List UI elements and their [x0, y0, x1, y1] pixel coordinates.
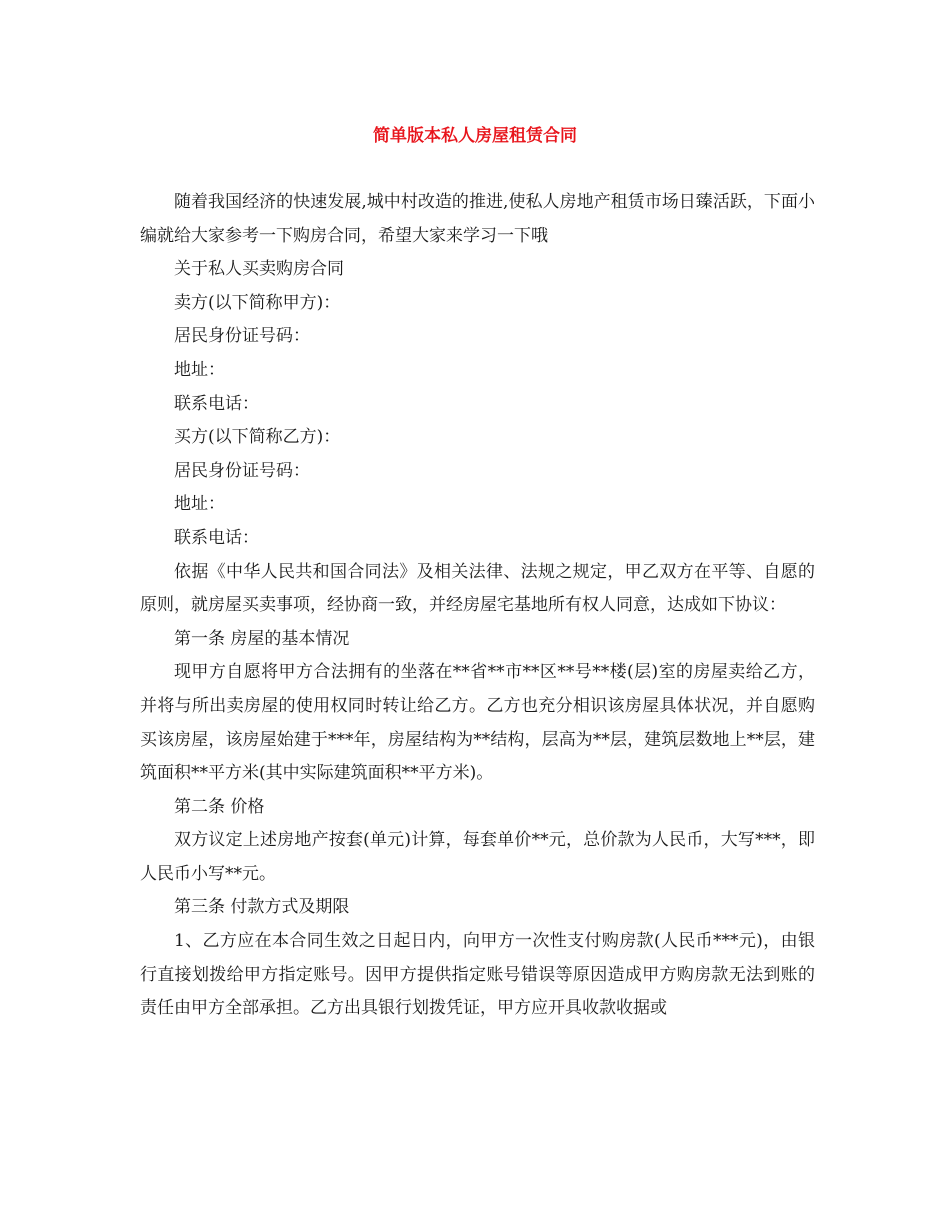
paragraph-buyer-id: 居民身份证号码： [174, 460, 310, 481]
paragraph-seller-address: 地址： [174, 359, 225, 380]
paragraph-seller-phone: 联系电话： [174, 393, 259, 414]
paragraph-contract-heading: 关于私人买卖购房合同 [174, 259, 344, 280]
document-title: 简单版本私人房屋租赁合同 [373, 126, 577, 146]
paragraph-seller: 卖方(以下简称甲方)： [174, 292, 341, 313]
paragraph-buyer: 买方(以下简称乙方)： [174, 427, 341, 448]
paragraph-seller-id: 居民身份证号码： [174, 326, 310, 347]
paragraph-buyer-phone: 联系电话： [174, 527, 259, 548]
paragraph-article-2-heading: 第二条 价格 [174, 796, 265, 817]
document-body [140, 186, 815, 1026]
paragraph-article-2-body: 双方议定上述房地产按套(单元)计算，每套单价**元，总价款为人民币，大写***，即人民币小写**元。 [140, 830, 815, 884]
paragraph-buyer-address: 地址： [174, 494, 225, 515]
paragraph-legal-basis: 依据《中华人民共和国合同法》及相关法律、法规之规定，甲乙双方在平等、自愿的原则，就房屋买卖事项，经协商一致，并经房屋宅基地所有权人同意，达成如下协议： [140, 561, 815, 616]
paragraph-intro: 随着我国经济的快速发展,城中村改造的推进,使私人房地产租赁市场日臻活跃，下面小编就给大家参考一下购房合同，希望大家来学习一下哦 [140, 192, 815, 246]
paragraph-article-1-heading: 第一条 房屋的基本情况 [174, 628, 350, 649]
paragraph-article-3-heading: 第三条 付款方式及期限 [174, 897, 350, 918]
paragraph-article-1-body: 现甲方自愿将甲方合法拥有的坐落在**省**市**区**号**楼(层)室的房屋卖给乙方，并将与所出卖房屋的使用权同时转让给乙方。乙方也充分相识该房屋具体状况，并自愿购买该房屋，该房屋始建于***年，房屋结构为**结构，层高为**层，建筑层数地上**层，建筑面积**平方米(其中实际建筑面积**平方米)。 [140, 662, 815, 784]
paragraph-article-3-body: 1、乙方应在本合同生效之日起日内，向甲方一次性支付购房款(人民币***元)，由银行直接划拨给甲方指定账号。因甲方提供指定账号错误等原因造成甲方购房款无法到账的责任由甲方全部承担。乙方出具银行划拨凭证，甲方应开具收款收据或 [140, 931, 815, 1019]
